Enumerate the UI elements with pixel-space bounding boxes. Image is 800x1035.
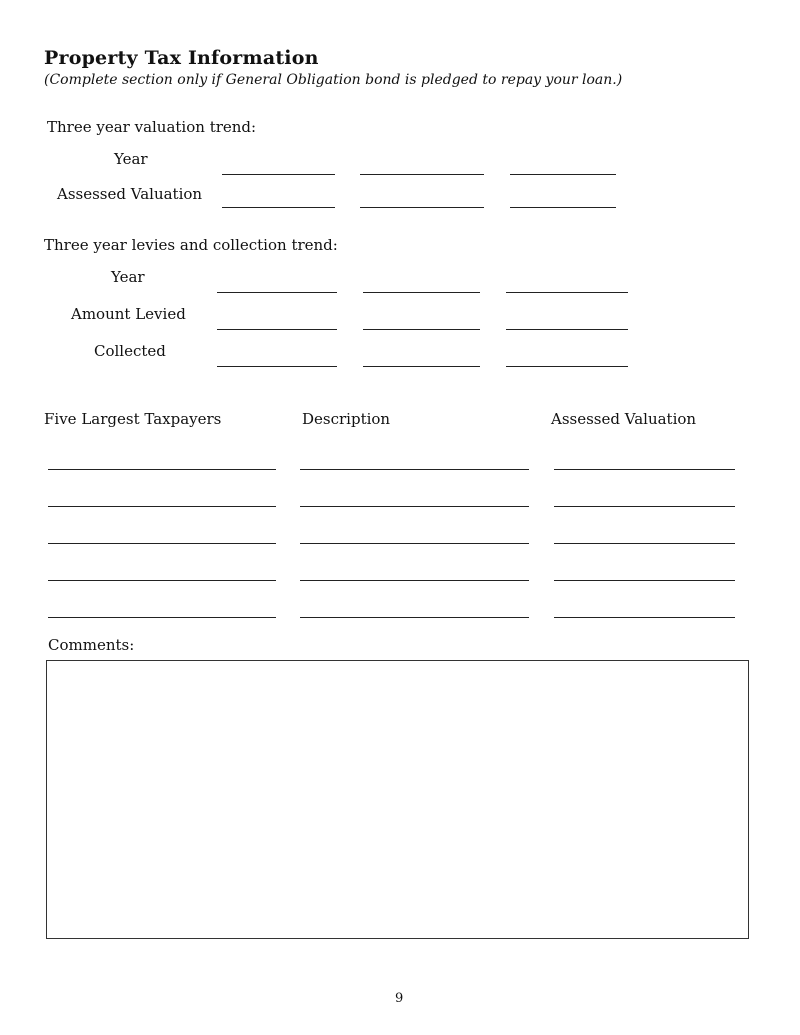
valuation-assessed-label: Assessed Valuation [57,185,203,203]
taxpayer-description-field-1[interactable] [300,469,529,470]
levies-trend-heading: Three year levies and collection trend: [44,236,338,254]
valuation-assessed-field-2[interactable] [360,207,484,208]
taxpayer-valuation-field-5[interactable] [554,617,735,618]
taxpayer-name-field-2[interactable] [48,506,276,507]
taxpayer-description-field-4[interactable] [300,580,529,581]
taxpayer-valuation-field-2[interactable] [554,506,735,507]
taxpayer-name-field-1[interactable] [48,469,276,470]
levies-amount-label: Amount Levied [71,305,186,323]
levies-year-field-2[interactable] [363,292,480,293]
taxpayer-valuation-field-4[interactable] [554,580,735,581]
taxpayer-valuation-field-1[interactable] [554,469,735,470]
valuation-assessed-field-1[interactable] [222,207,335,208]
valuation-assessed-field-3[interactable] [510,207,616,208]
description-column-header: Description [302,410,391,428]
taxpayers-column-header: Five Largest Taxpayers [44,410,222,428]
comments-textarea[interactable] [46,660,749,939]
levies-year-label: Year [111,268,145,286]
levies-year-field-3[interactable] [506,292,628,293]
levies-collected-field-1[interactable] [217,366,337,367]
page-title: Property Tax Information [44,47,319,69]
page-subtitle: (Complete section only if General Obligation bond is pledged to repay your loan.) [44,72,623,88]
levies-amount-field-2[interactable] [363,329,480,330]
valuation-year-label: Year [114,150,148,168]
levies-amount-field-1[interactable] [217,329,337,330]
valuation-year-field-3[interactable] [510,174,616,175]
valuation-year-field-1[interactable] [222,174,335,175]
valuation-trend-heading: Three year valuation trend: [47,118,257,136]
page-number: 9 [395,991,404,1006]
comments-label: Comments: [48,636,135,654]
levies-year-field-1[interactable] [217,292,337,293]
taxpayer-name-field-3[interactable] [48,543,276,544]
valuation-year-field-2[interactable] [360,174,484,175]
assessed-valuation-column-header: Assessed Valuation [551,410,697,428]
levies-amount-field-3[interactable] [506,329,628,330]
levies-collected-label: Collected [94,342,166,360]
taxpayer-description-field-3[interactable] [300,543,529,544]
taxpayer-name-field-5[interactable] [48,617,276,618]
taxpayer-valuation-field-3[interactable] [554,543,735,544]
taxpayer-description-field-5[interactable] [300,617,529,618]
levies-collected-field-2[interactable] [363,366,480,367]
levies-collected-field-3[interactable] [506,366,628,367]
taxpayer-description-field-2[interactable] [300,506,529,507]
taxpayer-name-field-4[interactable] [48,580,276,581]
